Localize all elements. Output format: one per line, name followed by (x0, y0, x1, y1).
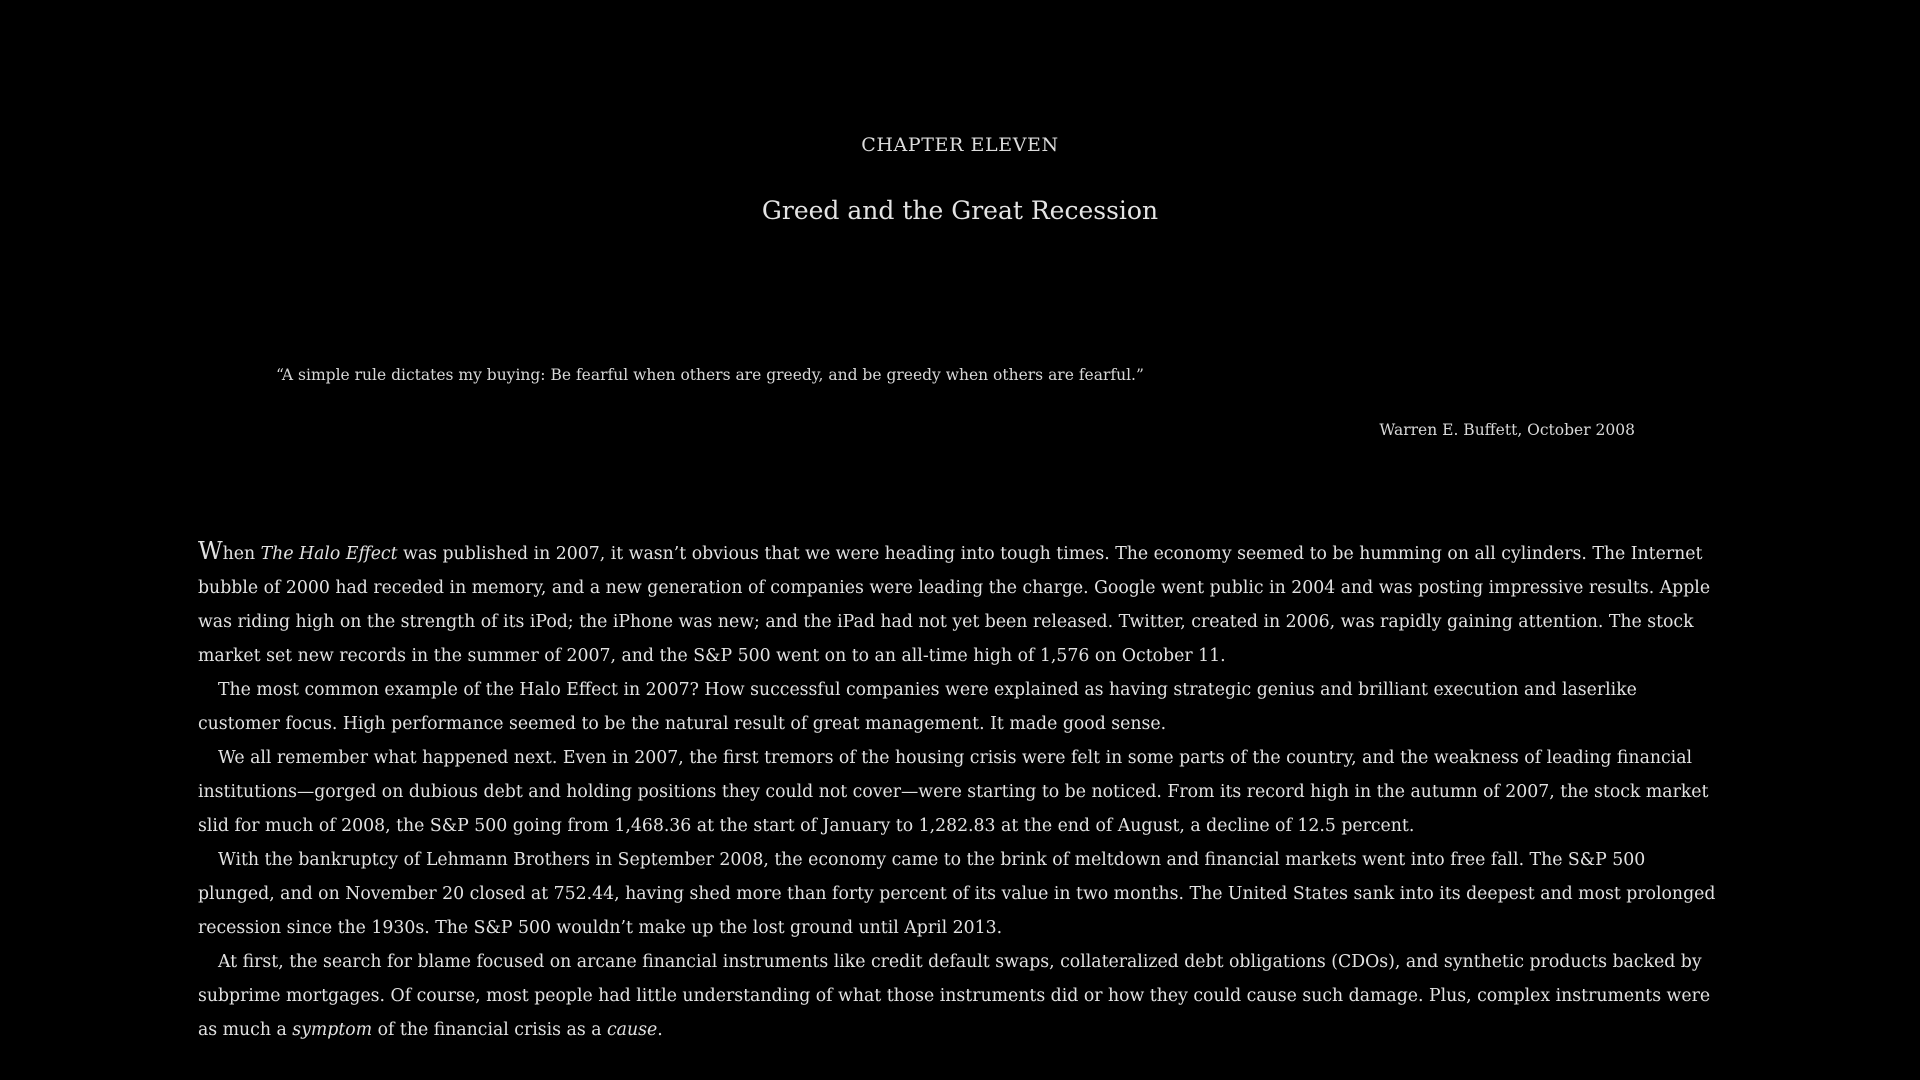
chapter-label: CHAPTER ELEVEN (861, 134, 1059, 156)
paragraph-5-text-a: At first, the search for blame focused on arcane financial instruments like credit default swaps, collateralized debt obligations (CDOs), and synthetic products backed by subprime mortgages. Of course, most people had little understanding of what those instruments did or how they could cause such damage. Plus, complex instruments were as much a (198, 952, 1711, 1040)
epigraph-attribution: Warren E. Buffett, October 2008 (1379, 421, 1635, 439)
epigraph-quote: “A simple rule dictates my buying: Be fearful when others are greedy, and be greedy when others are fearful.” (276, 366, 1144, 384)
paragraph-2: The most common example of the Halo Effect in 2007? How successful companies were explained as having strategic genius and brilliant execution and laserlike customer focus. High performance seemed to be the natural result of great management. It made good sense. (198, 680, 1637, 734)
paragraph-1 (198, 534, 1724, 673)
book-title: The Halo Effect (260, 544, 398, 564)
emphasis-symptom: symptom (292, 1020, 373, 1040)
paragraph-1-text: was published in 2007, it wasn’t obvious that we were heading into tough times. The economy seemed to be humming on all cylinders. The Internet bubble of 2000 had receded in memory, and a new generation of companies were leading the charge. Google went public in 2004 and was posting impressive results. Apple was riding high on the strength of its iPod; the iPhone was new; and the iPad had not yet been released. Twitter, created in 2006, was rapidly gaining attention. The stock market set new records in the summer of 2007, and the S&P 500 went on to an all-time high of 1,576 on October 11. (198, 544, 1711, 666)
paragraph-5-text-c: . (657, 1020, 663, 1040)
chapter-title: Greed and the Great Recession (761, 196, 1159, 225)
paragraph-5 (198, 945, 1724, 1047)
emphasis-cause: cause (607, 1020, 658, 1040)
paragraph-1-lead: hen (222, 544, 261, 564)
paragraph-3: We all remember what happened next. Even in 2007, the first tremors of the housing crisis were felt in some parts of the country, and the weakness of leading financial institutions—gorged on dubious debt and holding positions they could not cover—were starting to be noticed. From its record high in the autumn of 2007, the stock market slid for much of 2008, the S&P 500 going from 1,468.36 at the start of January to 1,282.83 at the end of August, a decline of 12.5 percent. (198, 748, 1709, 836)
paragraph-4: With the bankruptcy of Lehmann Brothers in September 2008, the economy came to the brink of meltdown and financial markets went into free fall. The S&P 500 plunged, and on November 20 closed at 752.44, having shed more than forty percent of its value in two months. The United States sank into its deepest and most prolonged recession since the 1930s. The S&P 500 wouldn’t make up the lost ground until April 2013. (198, 850, 1716, 938)
drop-cap: W (198, 537, 223, 565)
paragraph-5-text-b: of the financial crisis as a (372, 1020, 607, 1040)
body-text (198, 534, 1724, 1047)
